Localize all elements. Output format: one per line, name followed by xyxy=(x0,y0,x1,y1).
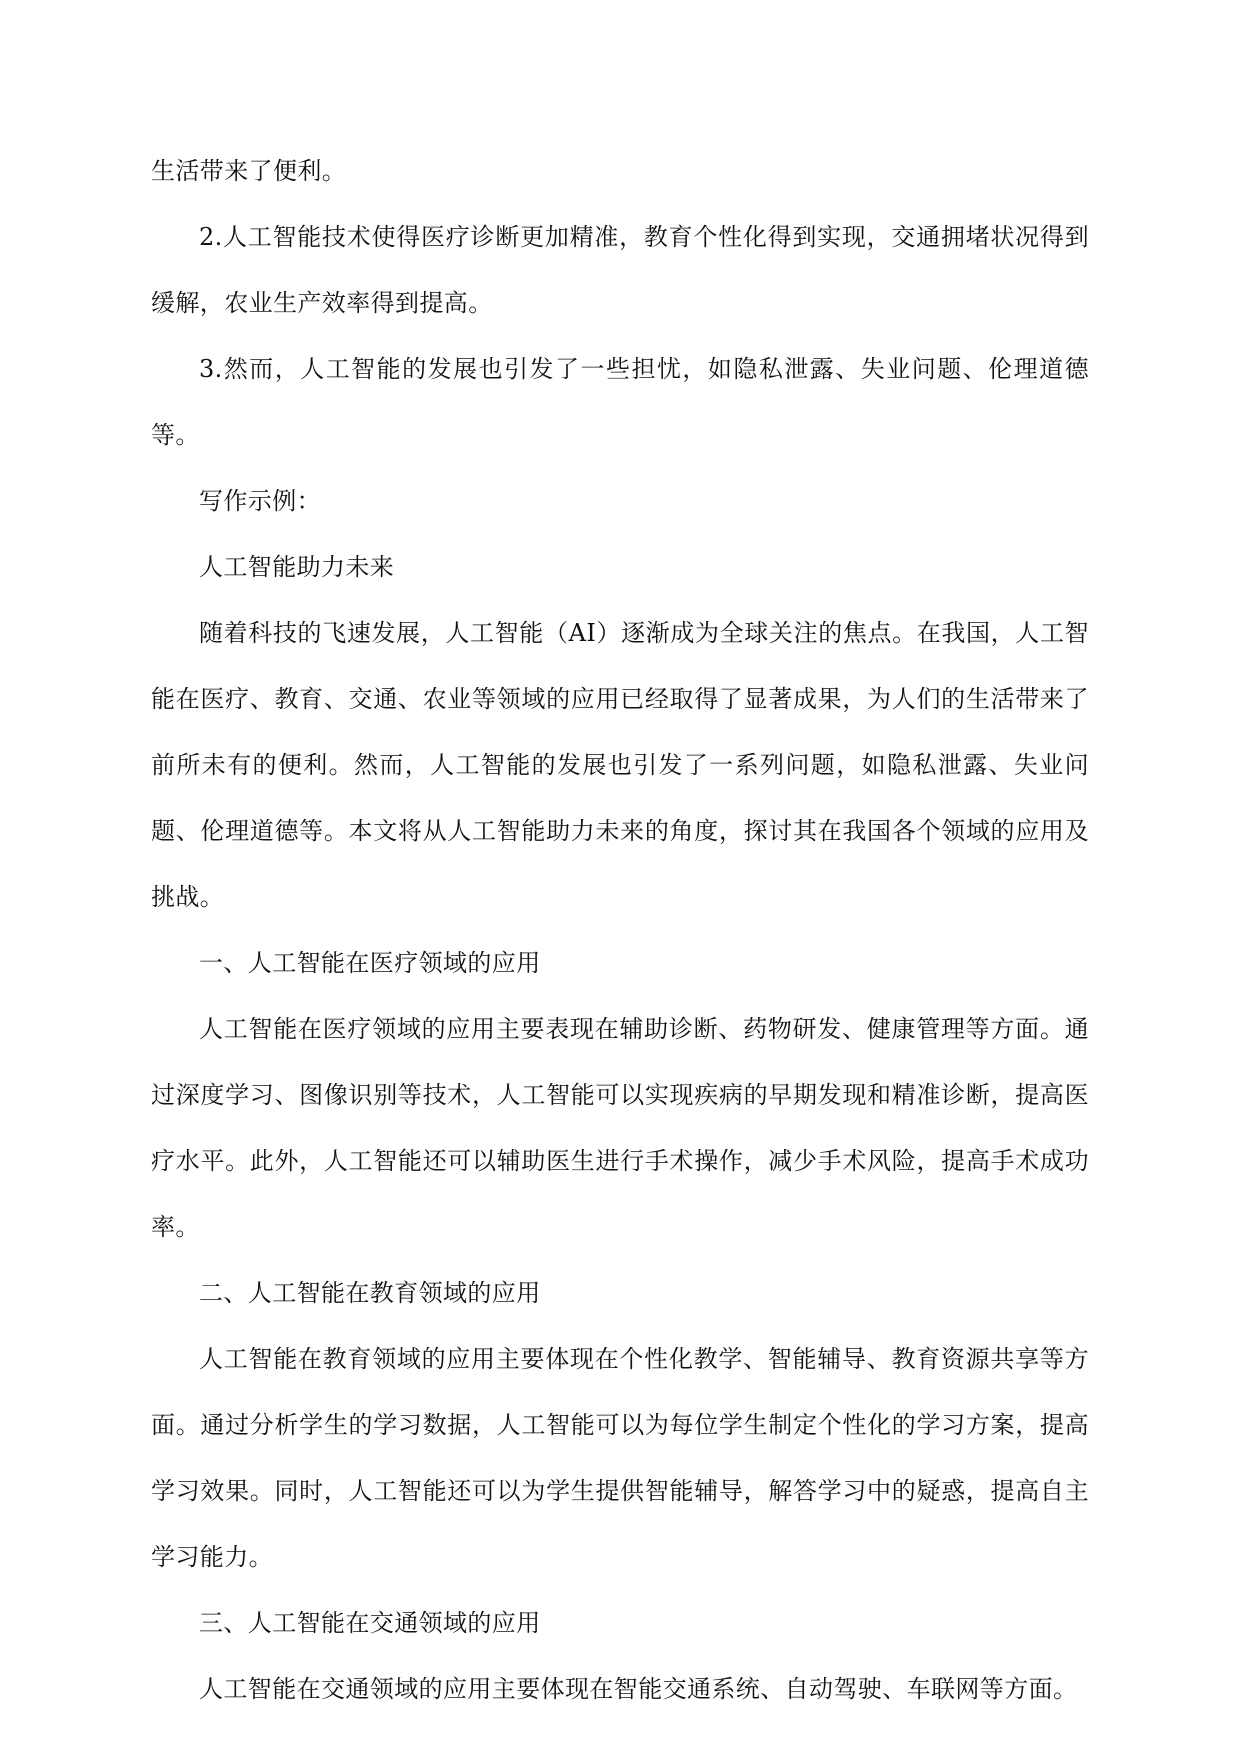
essay-title: 人工智能助力未来 xyxy=(199,553,395,581)
paragraph-point-3: 3.然而，人工智能的发展也引发了一些担忧，如隐私泄露、失业问题、伦理道德等。 xyxy=(151,355,1089,449)
section-body-education: 人工智能在教育领域的应用主要体现在个性化教学、智能辅导、教育资源共享等方面。通过分析学生的学习数据，人工智能可以为每位学生制定个性化的学习方案，提高学习效果。同时，人工智能还可以为学生提供智能辅导，解答学习中的疑惑，提高自主学习能力。 xyxy=(151,1345,1089,1571)
section-heading-education: 二、人工智能在教育领域的应用 xyxy=(199,1279,541,1307)
paragraph-continuation: 生活带来了便利。 xyxy=(151,157,347,185)
paragraph-point-2: 2.人工智能技术使得医疗诊断更加精准，教育个性化得到实现，交通拥堵状况得到缓解，农业生产效率得到提高。 xyxy=(151,223,1089,317)
writing-example-label: 写作示例： xyxy=(199,487,321,515)
section-heading-transport: 三、人工智能在交通领域的应用 xyxy=(199,1609,541,1637)
document-body xyxy=(151,138,1089,1722)
section-body-medical: 人工智能在医疗领域的应用主要表现在辅助诊断、药物研发、健康管理等方面。通过深度学习、图像识别等技术，人工智能可以实现疾病的早期发现和精准诊断，提高医疗水平。此外，人工智能还可以辅助医生进行手术操作，减少手术风险，提高手术成功率。 xyxy=(151,1015,1089,1241)
section-body-transport: 人工智能在交通领域的应用主要体现在智能交通系统、自动驾驶、车联网等方面。 xyxy=(199,1675,1078,1703)
section-heading-medical: 一、人工智能在医疗领域的应用 xyxy=(199,949,541,977)
essay-intro-paragraph: 随着科技的飞速发展，人工智能（AI）逐渐成为全球关注的焦点。在我国，人工智能在医疗、教育、交通、农业等领域的应用已经取得了显著成果，为人们的生活带来了前所未有的便利。然而，人工智能的发展也引发了一系列问题，如隐私泄露、失业问题、伦理道德等。本文将从人工智能助力未来的角度，探讨其在我国各个领域的应用及挑战。 xyxy=(151,619,1089,911)
